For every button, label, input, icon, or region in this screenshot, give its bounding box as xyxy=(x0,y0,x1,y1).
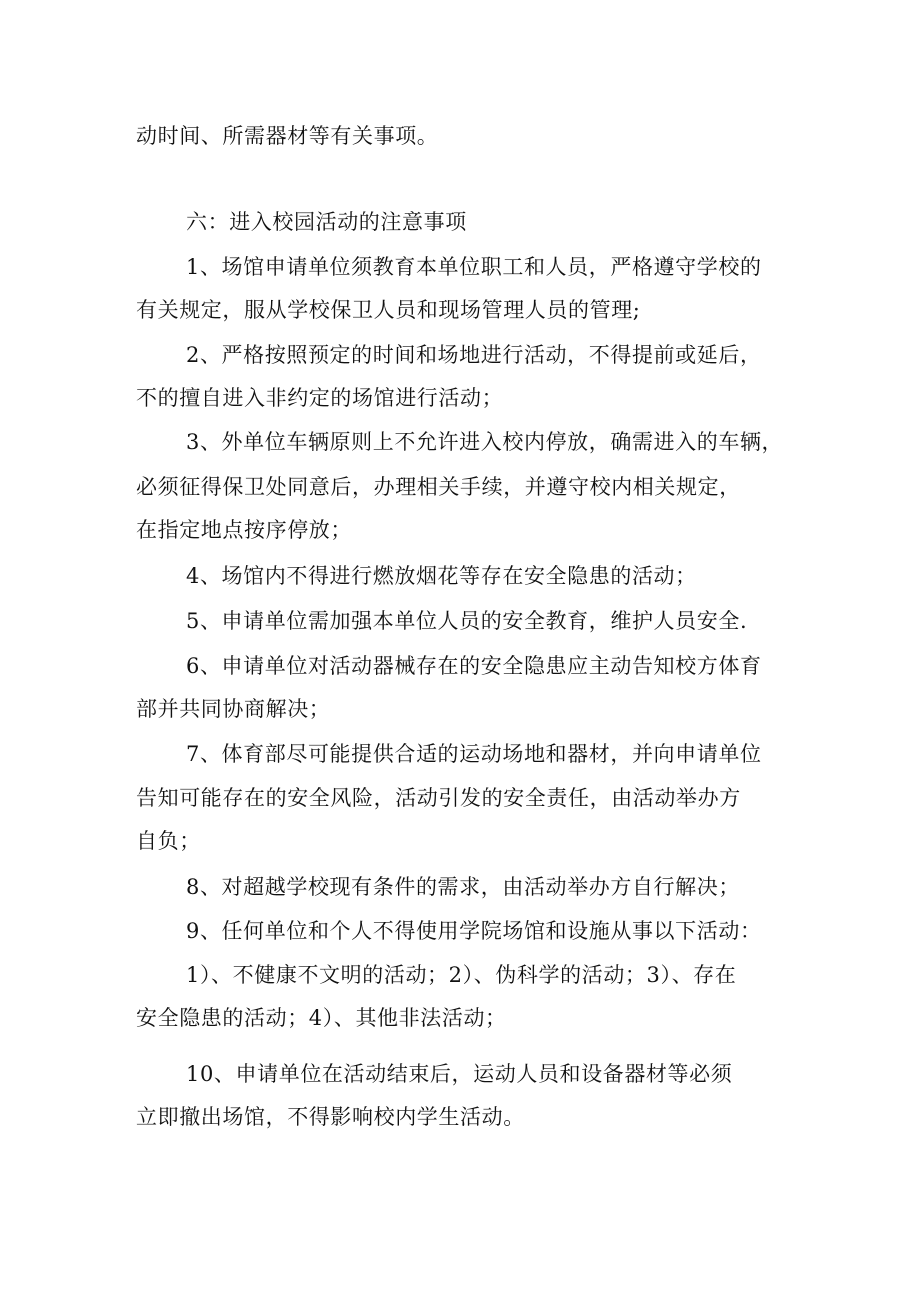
item-7-line-2: 告知可能存在的安全风险，活动引发的安全责任，由活动举办方 xyxy=(136,786,741,810)
item-1-line-1: 1、场馆申请单位须教育本单位职工和人员，严格遵守学校的 xyxy=(186,255,762,279)
item-3-line-1: 3、外单位车辆原则上不允许进入校内停放，确需进入的车辆， xyxy=(186,430,784,454)
item-2-line-2: 不的擅自进入非约定的场馆进行活动； xyxy=(136,386,504,410)
item-4-line-1: 4、场馆内不得进行燃放烟花等存在安全隐患的活动； xyxy=(186,564,697,588)
item-9-sub-line-1: 1）、不健康不文明的活动；2）、伪科学的活动；3）、存在 xyxy=(186,963,737,987)
item-7-line-3: 自负； xyxy=(136,829,201,853)
intro-tail-text: 动时间、所需器材等有关事项。 xyxy=(136,124,439,148)
item-1-line-2: 有关规定，服从学校保卫人员和现场管理人员的管理; xyxy=(136,298,641,322)
item-2-line-1: 2、严格按照预定的时间和场地进行活动，不得提前或延后， xyxy=(186,343,762,367)
item-8-line-1: 8、对超越学校现有条件的需求，由活动举办方自行解决； xyxy=(186,875,740,899)
item-7-line-1: 7、体育部尽可能提供合适的运动场地和器材，并向申请单位 xyxy=(186,742,762,766)
item-9-line-1: 9、任何单位和个人不得使用学院场馆和设施从事以下活动： xyxy=(186,919,762,943)
item-6-line-1: 6、申请单位对活动器械存在的安全隐患应主动告知校方体育 xyxy=(186,654,762,678)
item-10-line-2: 立即撤出场馆，不得影响校内学生活动。 xyxy=(136,1105,525,1129)
item-5-line-1: 5、申请单位需加强本单位人员的安全教育，维护人员安全. xyxy=(186,609,748,633)
item-3-line-2: 必须征得保卫处同意后，办理相关手续，并遵守校内相关规定， xyxy=(136,475,741,499)
item-3-line-3: 在指定地点按序停放； xyxy=(136,518,352,542)
section-heading: 六：进入校园活动的注意事项 xyxy=(186,210,467,234)
item-10-line-1: 10、申请单位在活动结束后，运动人员和设备器材等必须 xyxy=(186,1062,733,1086)
item-9-sub-line-2: 安全隐患的活动；4）、其他非法活动； xyxy=(136,1006,507,1030)
item-6-line-2: 部并共同协商解决； xyxy=(136,697,331,721)
